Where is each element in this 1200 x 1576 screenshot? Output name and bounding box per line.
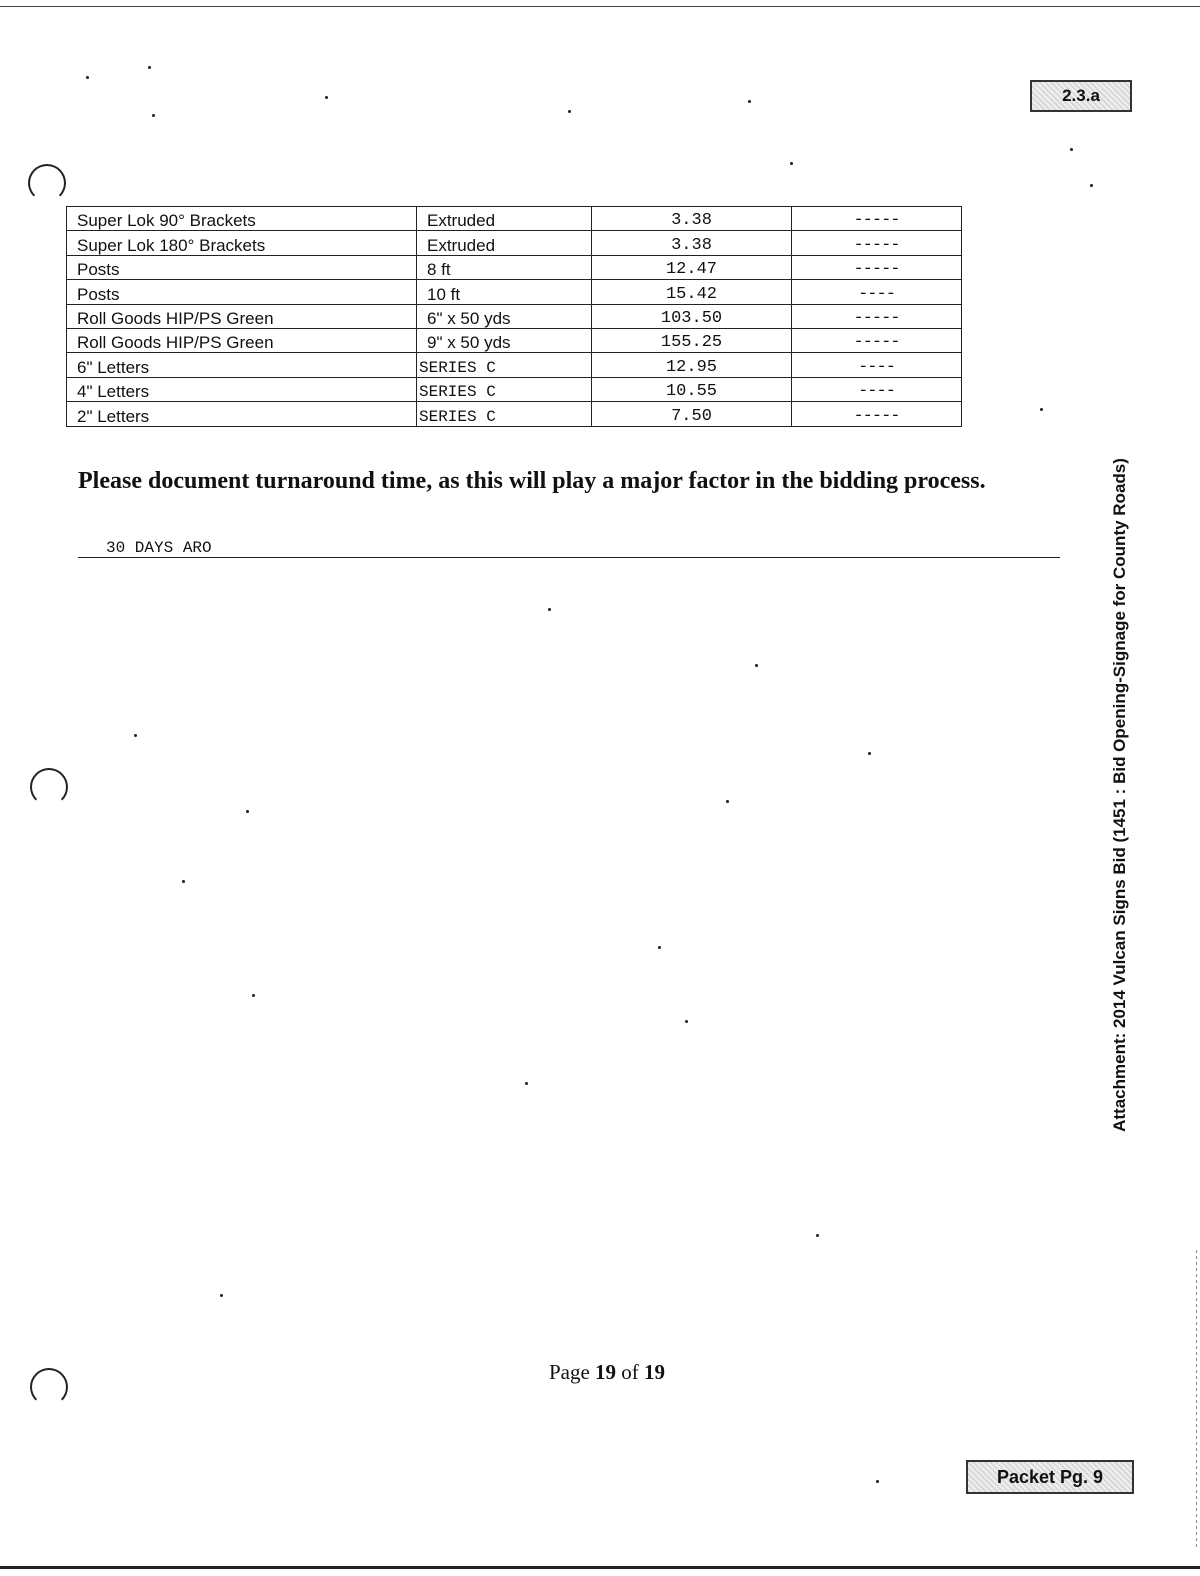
scan-speck [325,96,328,99]
item-name: Posts [67,280,417,304]
item-alt: ----- [792,328,962,352]
table-row [67,328,962,352]
scan-speck [685,1020,688,1023]
item-alt: ----- [792,255,962,279]
packet-page-tag: Packet Pg. 9 [966,1460,1134,1494]
scan-speck [748,100,751,103]
item-type: SERIES C [417,402,592,426]
item-name: 2" Letters [67,402,417,426]
turnaround-answer-line [78,537,1060,558]
top-border [0,6,1200,7]
table-row [67,280,962,304]
table-row [67,255,962,279]
table-row [67,377,962,401]
scan-speck [568,110,571,113]
item-name: Super Lok 90° Brackets [67,207,417,231]
scan-speck [252,994,255,997]
scan-speck [1090,184,1093,187]
item-alt: ----- [792,402,962,426]
table-row [67,353,962,377]
attachment-label: Attachment: 2014 Vulcan Signs Bid (1451 : Bid Opening-Signage for County Roads) [1110,458,1129,1132]
punch-hole-top [28,164,66,202]
item-type: 8 ft [417,255,592,279]
scan-speck [548,608,551,611]
bottom-border [0,1566,1200,1569]
scan-speck [246,810,249,813]
scan-speck [1070,148,1073,151]
page-number: Page 19 of 19 [548,1360,666,1384]
item-alt: ----- [792,207,962,231]
item-alt: ----- [792,231,962,255]
item-type: 9" x 50 yds [417,328,592,352]
scan-speck [134,734,137,737]
scan-speck [790,162,793,165]
scan-speck [152,114,155,117]
item-type: 10 ft [417,280,592,304]
item-alt: ---- [792,280,962,304]
scan-speck [86,76,89,79]
item-name: Roll Goods HIP/PS Green [67,328,417,352]
item-price: 103.50 [592,304,792,328]
item-price: 155.25 [592,328,792,352]
item-price: 10.55 [592,377,792,401]
scan-speck [868,752,871,755]
item-type: SERIES C [417,353,592,377]
item-name: Super Lok 180° Brackets [67,231,417,255]
item-alt: ---- [792,377,962,401]
price-table [66,206,962,427]
scan-speck [658,946,661,949]
table-row [67,231,962,255]
scan-speck [755,664,758,667]
item-type: SERIES C [417,377,592,401]
item-type: 6" x 50 yds [417,304,592,328]
turnaround-answer: 30 DAYS ARO [106,539,212,557]
item-price: 3.38 [592,207,792,231]
scan-speck [182,880,185,883]
item-type: Extruded [417,231,592,255]
item-price: 12.47 [592,255,792,279]
item-name: Posts [67,255,417,279]
agenda-item-tag: 2.3.a [1030,80,1132,112]
item-alt: ----- [792,304,962,328]
item-price: 15.42 [592,280,792,304]
scan-speck [525,1082,528,1085]
scan-speck [148,66,151,69]
table-row [67,402,962,426]
punch-hole-middle [30,768,68,806]
scan-edge [1196,1250,1197,1550]
item-type: Extruded [417,207,592,231]
item-alt: ---- [792,353,962,377]
scan-speck [1040,408,1043,411]
item-price: 3.38 [592,231,792,255]
item-name: Roll Goods HIP/PS Green [67,304,417,328]
table-row [67,304,962,328]
scan-speck [816,1234,819,1237]
item-name: 4" Letters [67,377,417,401]
item-price: 12.95 [592,353,792,377]
scan-speck [220,1294,223,1297]
scan-speck [876,1480,879,1483]
turnaround-instruction: Please document turnaround time, as this will play a major factor in the bidding process. [78,468,986,494]
table-row [67,207,962,231]
item-name: 6" Letters [67,353,417,377]
scan-speck [726,800,729,803]
item-price: 7.50 [592,402,792,426]
